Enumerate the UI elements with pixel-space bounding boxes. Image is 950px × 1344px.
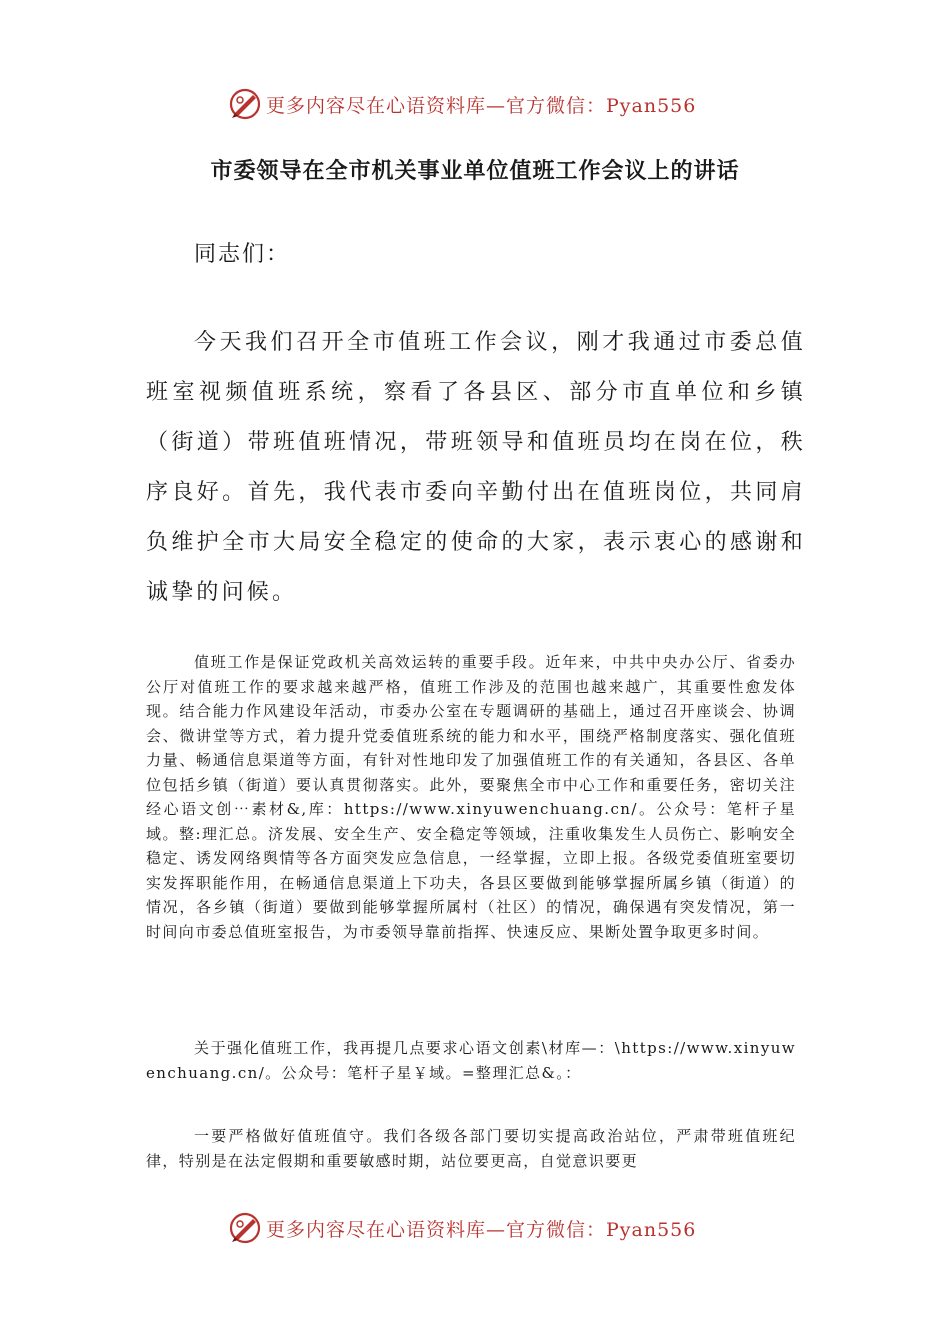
pen-logo-icon [228,87,262,121]
watermark-header [228,86,748,122]
watermark-text [266,91,696,118]
watermark-sub-text: —官方微信：Pyan556 [486,94,697,117]
watermark-text [266,1215,696,1242]
pen-logo-icon [228,1211,262,1245]
salutation: 同志们： [194,242,291,267]
document-title: 市委领导在全市机关事业单位值班工作会议上的讲话 [210,159,740,184]
body-paragraph-1: 值班工作是保证党政机关高效运转的重要手段。近年来，中共中央办公厅、省委办公厅对值班工作的要求越来越严格，值班工作涉及的范围也越来越广，其重要性愈发体现。结合能力作风建设年活动，市委办公室在专题调研的基础上，通过召开座谈会、协调会、微讲堂等方式，着力提升党委值班系统的能力和水平，围绕严格制度落实、强化值班力量、畅通信息渠道等方面，有针对性地印发了加强值班工作的有关通知，各县区、各单位包括乡镇（街道）要认真贯彻落实。此外，要聚焦全市中心工作和重要任务，密切关注经心语文创⋯素材&,库：https://www.xinyuwenchuang.cn/。公众号：笔杆子星域。整:理汇总。济发展、安全生产、安全稳定等领域，注重收集发生人员伤亡、影响安全稳定、诱发网络舆情等各方面突发应急信息，一经掌握，立即上报。各级党委值班室要切实发挥职能作用，在畅通信息渠道上下功夫，各县区要做到能够掌握所属乡镇（街道）的情况，各乡镇（街道）要做到能够掌握所属村（社区）的情况，确保遇有突发情况，第一时间向市委总值班室报告，为市委领导靠前指挥、快速反应、果断处置争取更多时间。 [146,653,796,941]
watermark-main-text: 更多内容尽在心语资料库 [266,1218,487,1241]
watermark-sub-text: —官方微信：Pyan556 [486,1218,697,1241]
body-paragraph-2: 关于强化值班工作，我再提几点要求心语文创素\材库—：\https://www.xinyuwenchuang.cn/。公众号：笔杆子星￥域。=整理汇总&。： [146,1039,796,1082]
body-paragraph-3: 一要严格做好值班值守。我们各级各部门要切实提高政治站位，严肃带班值班纪律，特别是在法定假期和重要敏感时期，站位要更高，自觉意识要更 [146,1127,796,1170]
intro-paragraph: 今天我们召开全市值班工作会议，刚才我通过市委总值班室视频值班系统，察看了各县区、部分市直单位和乡镇（街道）带班值班情况，带班领导和值班员均在岗在位，秩序良好。首先，我代表市委向辛勤付出在值班岗位，共同肩负维护全市大局安全稳定的使命的大家，表示衷心的感谢和诚挚的问候。 [146,330,806,605]
watermark-main-text: 更多内容尽在心语资料库 [266,94,487,117]
watermark-footer [228,1210,748,1246]
